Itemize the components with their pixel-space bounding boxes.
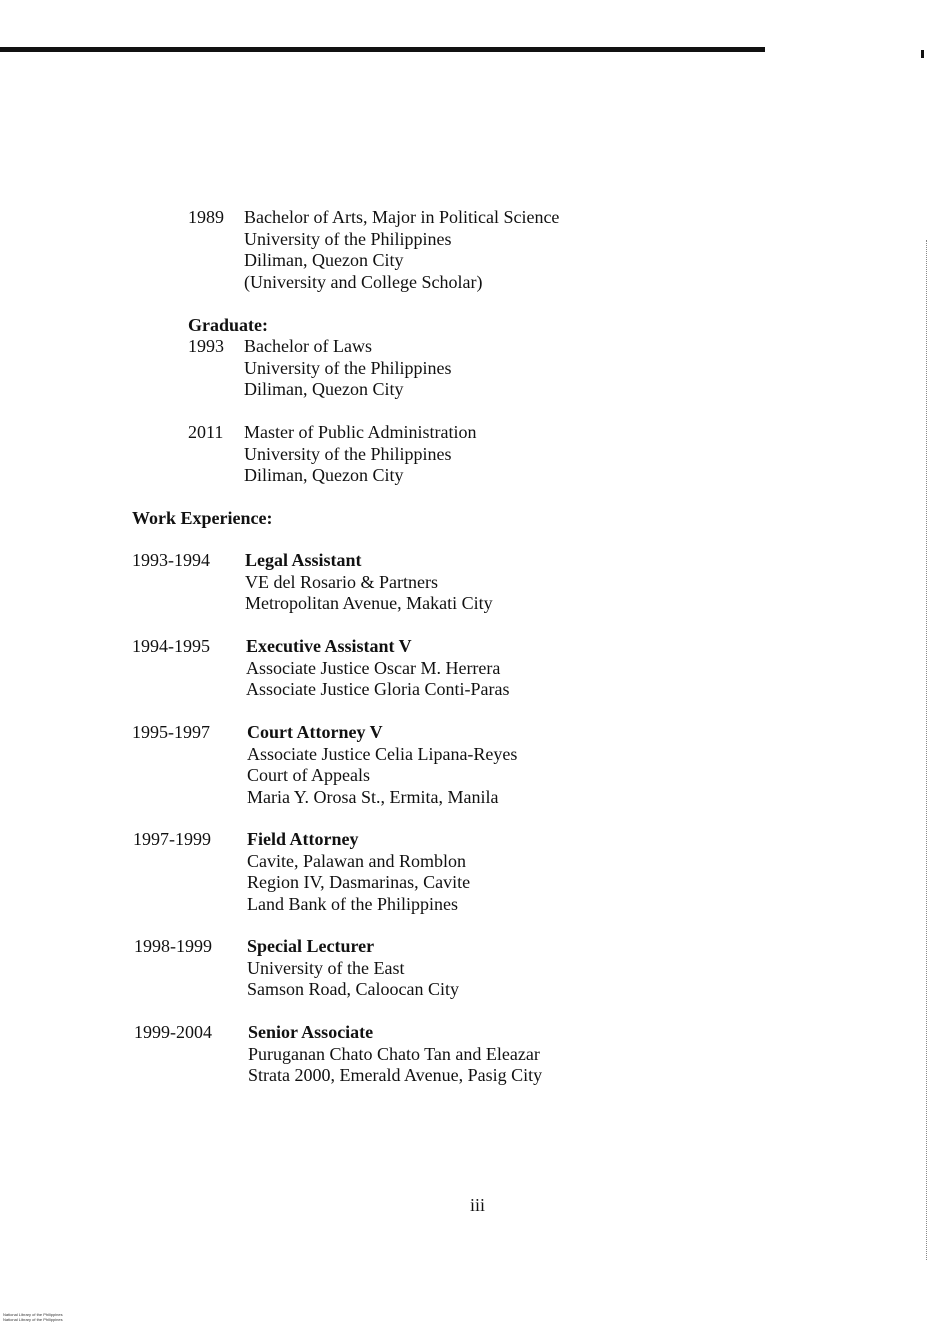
detail-line: Cavite, Palawan and Romblon	[247, 850, 466, 871]
detail-line: Metropolitan Avenue, Makati City	[245, 593, 493, 613]
job-title: Court Attorney V	[247, 722, 383, 742]
honors-line: (University and College Scholar)	[244, 271, 483, 292]
stamp-line: National Library of the Philippines	[3, 1317, 63, 1322]
location-line: Diliman, Quezon City	[244, 250, 404, 270]
entry-years: 1999-2004	[134, 1022, 212, 1042]
stamp-line: National Library of the Philippines	[3, 1312, 63, 1317]
scan-edge-dots	[926, 240, 928, 1260]
entry-year: 1989	[188, 207, 224, 227]
detail-line: VE del Rosario & Partners	[245, 571, 438, 592]
entry-year: 2011	[188, 422, 224, 442]
entry-years: 1995-1997	[132, 722, 210, 742]
detail-line: Associate Justice Oscar M. Herrera	[246, 657, 501, 678]
graduate-heading: Graduate:	[188, 315, 268, 335]
job-title: Legal Assistant	[245, 550, 362, 570]
entry-years: 1998-1999	[134, 936, 212, 956]
library-stamp	[3, 1312, 63, 1322]
location-line: Diliman, Quezon City	[244, 379, 404, 399]
entry-years: 1994-1995	[132, 636, 210, 656]
school-line: University of the Philippines	[244, 443, 452, 464]
entry-years: 1997-1999	[133, 829, 211, 849]
degree-line: Master of Public Administration	[244, 422, 477, 442]
school-line: University of the Philippines	[244, 357, 452, 378]
detail-line: Samson Road, Caloocan City	[247, 979, 459, 999]
detail-line: Land Bank of the Philippines	[247, 893, 458, 914]
top-rule	[0, 47, 765, 52]
job-title: Field Attorney	[247, 829, 359, 849]
entry-year: 1993	[188, 336, 224, 356]
page-number: iii	[470, 1195, 486, 1215]
detail-line: Associate Justice Celia Lipana-Reyes	[247, 743, 518, 764]
degree-line: Bachelor of Laws	[244, 336, 372, 356]
entry-years: 1993-1994	[132, 550, 210, 570]
scan-edge-mark	[921, 50, 924, 58]
detail-line: Puruganan Chato Chato Tan and Eleazar	[248, 1043, 540, 1064]
detail-line: Region IV, Dasmarinas, Cavite	[247, 872, 471, 892]
degree-line: Bachelor of Arts, Major in Political Science	[244, 207, 560, 227]
job-title: Executive Assistant V	[246, 636, 412, 656]
job-title: Senior Associate	[248, 1022, 374, 1042]
detail-line: Maria Y. Orosa St., Ermita, Manila	[247, 786, 499, 807]
school-line: University of the Philippines	[244, 228, 452, 249]
location-line: Diliman, Quezon City	[244, 465, 404, 485]
detail-line: Associate Justice Gloria Conti-Paras	[246, 679, 510, 699]
work-experience-heading: Work Experience:	[132, 508, 273, 528]
detail-line: University of the East	[247, 957, 405, 978]
job-title: Special Lecturer	[247, 936, 375, 956]
detail-line: Strata 2000, Emerald Avenue, Pasig City	[248, 1065, 543, 1085]
detail-line: Court of Appeals	[247, 765, 370, 785]
